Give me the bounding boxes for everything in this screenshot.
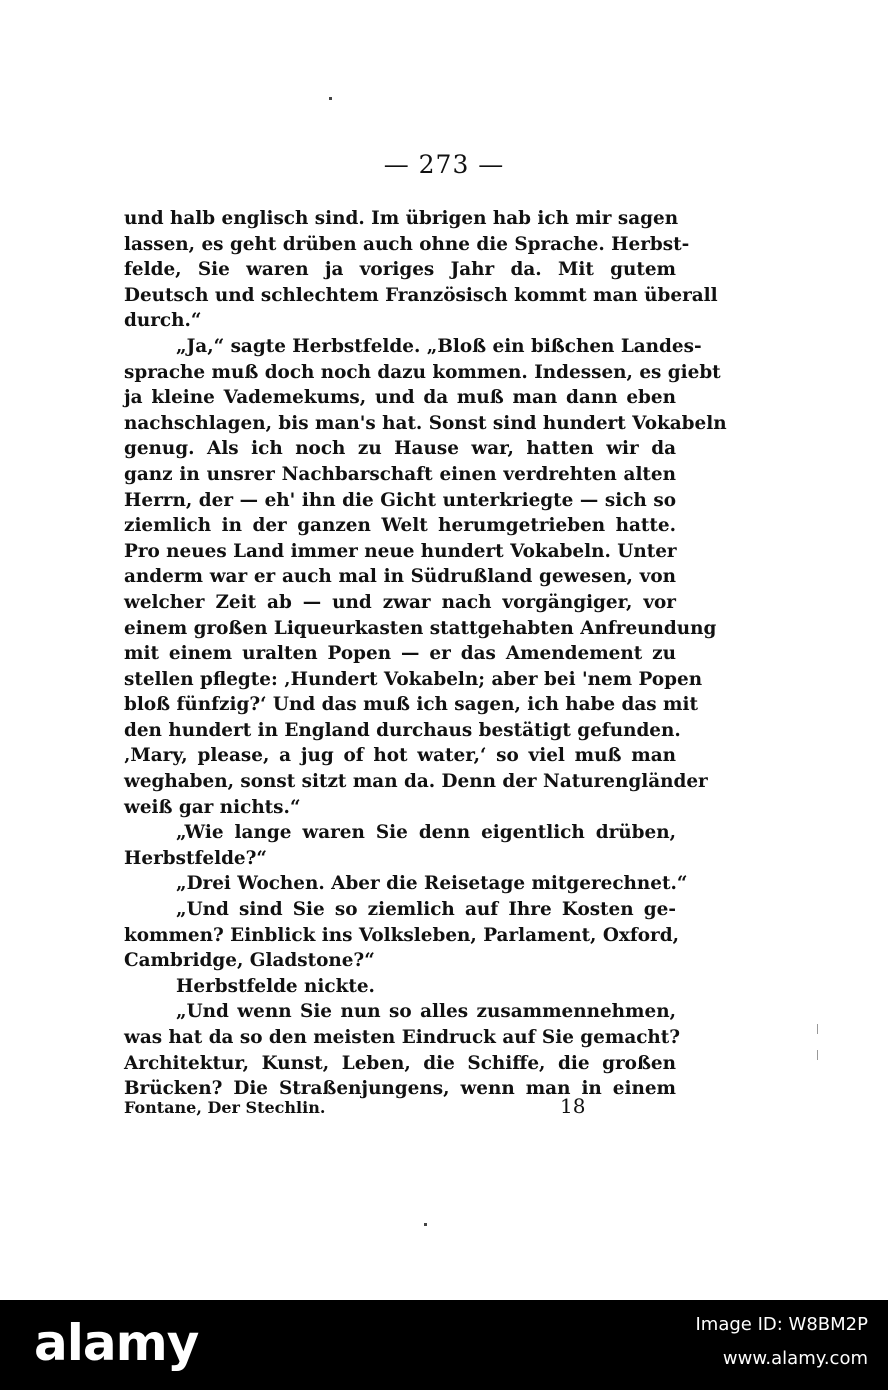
text-line: genug. Als ich noch zu Hause war, hatten wir da — [124, 438, 676, 460]
text-line: Architektur, Kunst, Leben, die Schiffe, die großen — [124, 1052, 676, 1074]
text-line: „Ja,“ sagte Herbstfelde. „Bloß ein bißchen Landes- — [176, 335, 702, 357]
text-line: „Und wenn Sie nun so alles zusammennehmen, — [176, 1001, 676, 1023]
text-line: ziemlich in der ganzen Welt herumgetrieben hatte. — [124, 515, 676, 537]
text-line: Herbstfelde nickte. — [176, 975, 375, 997]
footer-signature: Fontane, Der Stechlin. — [124, 1098, 326, 1117]
text-line: welcher Zeit ab — und zwar nach vorgängiger, vor — [124, 591, 676, 613]
scan-speck — [817, 1050, 818, 1060]
footer-sheet-number: 18 — [560, 1094, 586, 1118]
text-line: ganz in unsrer Nachbarschaft einen verdrehten alten — [124, 463, 676, 485]
page-number: — 273 — — [383, 150, 505, 179]
text-line: Herbstfelde?“ — [124, 847, 267, 869]
text-line: weghaben, sonst sitzt man da. Denn der Naturengländer — [124, 771, 708, 793]
scan-speck — [817, 1024, 818, 1034]
text-line: was hat da so den meisten Eindruck auf Sie gemacht? — [124, 1027, 681, 1048]
scan-speck — [329, 97, 332, 100]
text-line: sprache muß doch noch dazu kommen. Indessen, es giebt — [124, 361, 721, 383]
text-line: durch.“ — [124, 310, 202, 332]
brand-logo: alamy — [34, 1314, 199, 1372]
text-line: einem großen Liqueurkasten stattgehabten Anfreundung — [124, 617, 717, 639]
scan-speck — [424, 1223, 427, 1226]
stock-watermark-band — [0, 1300, 888, 1390]
text-line: Deutsch und schlechtem Französisch kommt man überall — [124, 284, 718, 306]
text-line: felde, Sie waren ja voriges Jahr da. Mit gutem — [124, 259, 676, 281]
text-line: und halb englisch sind. Im übrigen hab ich mir sagen — [124, 208, 679, 229]
text-line: „Wie lange waren Sie denn eigentlich drüben, — [176, 822, 676, 844]
site-url: www.alamy.com — [722, 1348, 868, 1369]
text-line: Brücken? Die Straßenjungens, wenn man in einem — [124, 1078, 676, 1100]
text-line: lassen, es geht drüben auch ohne die Sprache. Herbst- — [124, 233, 690, 255]
text-line: mit einem uralten Popen — er das Amendement zu — [124, 643, 676, 665]
text-line: kommen? Einblick ins Volksleben, Parlament, Oxford, — [124, 924, 679, 946]
text-line: Pro neues Land immer neue hundert Vokabeln. Unter — [124, 540, 677, 562]
text-line: anderm war er auch mal in Südrußland gewesen, von — [124, 566, 676, 588]
image-id: Image ID: W8BM2P — [695, 1314, 868, 1335]
text-line: ja kleine Vademekums, und da muß man dann eben — [124, 387, 676, 409]
text-line: Cambridge, Gladstone?“ — [124, 950, 375, 972]
text-line: ‚Mary, please, a jug of hot water,‘ so viel muß man — [124, 745, 676, 767]
text-line: „Und sind Sie so ziemlich auf Ihre Kosten ge- — [176, 899, 676, 921]
text-line: Herrn, der — eh' ihn die Gicht unterkriegte — sich so — [124, 489, 676, 511]
body-text — [124, 206, 727, 1102]
text-line: stellen pflegte: ‚Hundert Vokabeln; aber bei 'nem Popen — [124, 668, 703, 690]
text-line: bloß fünfzig?‘ Und das muß ich sagen, ich habe das mit — [124, 694, 698, 716]
text-line: „Drei Wochen. Aber die Reisetage mitgerechnet.“ — [176, 873, 688, 895]
text-line: den hundert in England durchaus bestätigt gefunden. — [124, 719, 681, 741]
text-line: nachschlagen, bis man's hat. Sonst sind hundert Vokabeln — [124, 412, 727, 434]
text-line: weiß gar nichts.“ — [124, 796, 301, 818]
